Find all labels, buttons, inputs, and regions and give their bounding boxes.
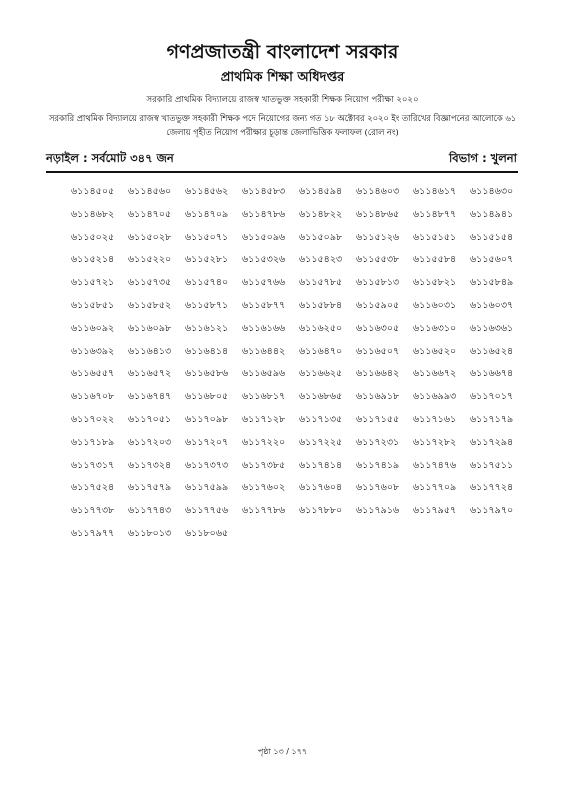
- roll-number: ৬১১৭২২০: [242, 436, 286, 448]
- roll-number: ৬১১৭০৯৮: [185, 413, 229, 425]
- roll-number: ৬১১৫৮২১: [413, 277, 457, 289]
- roll-number: ৬১১৫৪২৩: [299, 254, 343, 266]
- exam-title: সরকারি প্রাথমিক বিদ্যালয়ে রাজস্ব খাতভুক্ত সহকারী শিক্ষক নিয়োগ পরীক্ষা ২০২০: [146, 95, 419, 105]
- roll-number: ৬১১৭৬০২: [242, 482, 286, 494]
- roll-number: ৬১১৬৭০৮: [71, 391, 115, 403]
- roll-number: ৬১১৪৬১৭: [413, 186, 457, 197]
- roll-number: ৬১১৫৮১৩: [356, 277, 400, 289]
- roll-number: ৬১১৪৫৬২: [185, 186, 229, 197]
- roll-number: ৬১১৫৯০৫: [356, 299, 400, 311]
- roll-number: ৬১১৫৭৮৫: [299, 277, 343, 289]
- roll-number: ৬১১৬৫৯৬: [242, 368, 286, 380]
- roll-number: ৬১১৭২০৩: [128, 436, 172, 448]
- roll-number: ৬১১৫৭৩৫: [128, 277, 172, 289]
- roll-number: ৬১১৫৮৮৪: [299, 299, 343, 311]
- roll-number: ৬১১৭৯৭৭: [71, 527, 115, 539]
- roll-number: ৬১১৭৩৭৩: [185, 459, 229, 471]
- roll-number: ৬১১৫৩২৬: [242, 254, 286, 266]
- roll-number: ৬১১৭৩২৪: [128, 459, 172, 471]
- roll-number: ৬১১৪৬৮২: [71, 208, 115, 220]
- roll-number: ৬১১৭২২৫: [299, 436, 343, 448]
- roll-number: ৬১১৭৫১১: [470, 459, 514, 471]
- roll-number: ৬১১৭১৬১: [413, 413, 457, 425]
- roll-number: ৬১১৬৮০৫: [185, 391, 229, 403]
- roll-number: ৬১১৭২৩১: [356, 436, 400, 448]
- roll-number: ৬১১৭১৫৫: [356, 413, 400, 425]
- roll-number: ৬১১৫৬০৭: [470, 254, 514, 266]
- roll-number: ৬১১৫২৮১: [185, 254, 229, 266]
- roll-number: ৬১১৭৩৮৫: [242, 459, 286, 471]
- roll-number: ৬১১৭৬০৪: [299, 482, 343, 494]
- roll-number: ৬১১৫৮৭৭: [242, 299, 286, 311]
- roll-number: ৬১১৫০২৫: [71, 231, 115, 243]
- roll-number: ৬১১৫৭২১: [71, 277, 115, 289]
- roll-number: ৬১১৭৯১৬: [356, 505, 400, 517]
- roll-number: ৬১১৪৫৮৩: [242, 186, 286, 197]
- roll-number: ৬১১৫৮৭১: [185, 299, 229, 311]
- roll-number: ৬১১৬৮৬৫: [299, 391, 343, 403]
- roll-number: ৬১১৭৭৮৬: [242, 505, 286, 517]
- roll-number: ৬১১৬৪৭০: [299, 345, 343, 357]
- roll-number: ৬১১৭৫২৪: [71, 482, 115, 494]
- roll-number: ৬১১৪৮৭৭: [413, 208, 457, 220]
- roll-number: ৬১১৫০৭১: [185, 231, 229, 243]
- roll-number: ৬১১৭৭৫৬: [185, 505, 229, 517]
- roll-number: ৬১১৬৬২৫: [299, 368, 343, 380]
- roll-number: ৬১১৭৭০৯: [413, 482, 457, 494]
- roll-number: ৬১১৭৮৮০: [299, 505, 343, 517]
- roll-number: ৬১১৬৬৭২: [413, 368, 457, 380]
- roll-number: ৬১১৭৪১৯: [356, 459, 400, 471]
- roll-number: ৬১১৭৭২৪: [470, 482, 514, 494]
- roll-number: ৬১১৬৫৮৬: [185, 368, 229, 380]
- roll-number: ৬১১৪৫৬০: [128, 186, 172, 197]
- roll-number: ৬১১৬১২১: [185, 322, 229, 334]
- roll-number: ৬১১৭৭৩৮: [71, 505, 115, 517]
- roll-number: ৬১১৭৪৭৬: [413, 459, 457, 471]
- roll-number: ৬১১৭৪১৪: [299, 459, 343, 471]
- roll-number: ৬১১৭৯৭০: [470, 505, 514, 517]
- roll-number: ৬১১৬৫০৭: [356, 345, 400, 357]
- roll-number: ৬১১৬০৯৮: [128, 322, 172, 334]
- roll-number: ৬১১৮০৬৫: [185, 527, 229, 539]
- roll-number: ৬১১৪৭০৯: [185, 208, 229, 220]
- roll-number: ৬১১৬৩১০: [413, 322, 457, 334]
- roll-number: ৬১১৭০১৭: [470, 391, 514, 403]
- department-title: প্রাথমিক শিক্ষা অধিদপ্তর: [220, 70, 345, 85]
- roll-number: ৬১১৭২৮২: [413, 436, 457, 448]
- roll-number: ৬১১৭০৫১: [128, 413, 172, 425]
- roll-number: ৬১১৭৬০৮: [356, 482, 400, 494]
- roll-number: ৬১১৬৮১৭: [242, 391, 286, 403]
- roll-number: ৬১১৫৮৪৯: [470, 277, 514, 289]
- roll-number: ৬১১৭৫৭৯: [128, 482, 172, 494]
- roll-number: ৬১১৭১৮৯: [71, 436, 115, 448]
- roll-number: ৬১১৬৪১৩: [128, 345, 172, 357]
- roll-number: ৬১১৬১৬৬: [242, 322, 286, 334]
- roll-number: ৬১১৬৩৬১: [470, 322, 514, 334]
- roll-number: ৬১১৫২১৪: [71, 254, 115, 266]
- roll-number: ৬১১৫০৯৮: [299, 231, 343, 243]
- roll-number: ৬১১৫৫৩৮: [356, 254, 400, 266]
- roll-number: ৬১১৬৬৪২: [356, 368, 400, 380]
- roll-number: ৬১১৭৯৫৭: [413, 505, 457, 517]
- roll-number: ৬১১৫১৫১: [413, 231, 457, 243]
- roll-number: ৬১১৬৫২৪: [470, 345, 514, 357]
- roll-number: ৬১১৬০৯২: [71, 322, 115, 334]
- roll-number: ৬১১৭৩১৭: [71, 459, 115, 471]
- roll-number: ৬১১৬৬৭৪: [470, 368, 514, 380]
- roll-number: ৬১১৫৮৫২: [128, 299, 172, 311]
- government-title: গণপ্রজাতন্ত্রী বাংলাদেশ সরকার: [166, 41, 399, 63]
- roll-number: ৬১১৫৭৬৬: [242, 277, 286, 289]
- roll-number: ৬১১৫০২৮: [128, 231, 172, 243]
- roll-number: ৬১১৫২২০: [128, 254, 172, 266]
- roll-number: ৬১১৪৬৩০: [470, 186, 514, 197]
- roll-number: ৬১১৪৭০৫: [128, 208, 172, 220]
- roll-number: ৬১১৪৭৮৬: [242, 208, 286, 220]
- division-label: বিভাগ : খুলনা: [448, 151, 517, 165]
- roll-number: ৬১১৬৭৪৭: [128, 391, 172, 403]
- roll-number: ৬১১৫১৫৪: [470, 231, 514, 243]
- roll-number: ৬১১৬৪১৪: [185, 345, 229, 357]
- roll-number: ৬১১৬৩৯২: [71, 345, 115, 357]
- roll-number: ৬১১৪৮২২: [299, 208, 343, 220]
- roll-number: ৬১১৪৫০৫: [71, 186, 115, 197]
- roll-number: ৬১১৫৮৫১: [71, 299, 115, 311]
- roll-number: ৬১১৮০১৩: [128, 527, 172, 539]
- roll-number: ৬১১৫০৯৬: [242, 231, 286, 243]
- roll-number-grid: [71, 185, 531, 550]
- roll-number: ৬১১৫৫৮৪: [413, 254, 457, 266]
- roll-number: ৬১১৬৪৪২: [242, 345, 286, 357]
- roll-number: ৬১১৭৫৯৯: [185, 482, 229, 494]
- roll-number: ৬১১৭১২৮: [242, 413, 286, 425]
- roll-number: ৬১১৫৭৪০: [185, 277, 229, 289]
- page-number: পৃষ্ঠা ১৩ / ১৭৭: [257, 747, 308, 756]
- roll-number: ৬১১৪৯৪১: [470, 208, 514, 220]
- notice-text: সরকারি প্রাথমিক বিদ্যালয়ে রাজস্ব খাতভুক্ত সহকারী শিক্ষক পদে নিয়োগের জন্য গত ১৮ অক্টোবর ২০২০ ইং তারিখের বিজ্ঞাপনের আলোকে ৬১ জেলায় গৃহীত নিয়োগ পরীক্ষার চূড়ান্ত জেলাভিত্তিক ফলাফল (রোল নং): [48, 113, 517, 137]
- roll-number: ৬১১৬৯১৮: [356, 391, 400, 403]
- roll-number: ৬১১৭১৩৫: [299, 413, 343, 425]
- roll-number: ৬১১৭২০৭: [185, 436, 229, 448]
- roll-number: ৬১১৬৫৫৭: [71, 368, 115, 380]
- roll-number: ৬১১৬০৩১: [413, 299, 457, 311]
- roll-number: ৬১১৭৭৪৩: [128, 505, 172, 517]
- roll-number: ৬১১৪৮৬৫: [356, 208, 400, 220]
- roll-number: ৬১১৬৫২০: [413, 345, 457, 357]
- roll-number: ৬১১৭১৭৯: [470, 413, 514, 425]
- roll-number: ৬১১৪৫৯৪: [299, 186, 343, 197]
- roll-number: ৬১১৫১২৬: [356, 231, 400, 243]
- roll-number: ৬১১৭২৯৪: [470, 436, 514, 448]
- district-summary: নড়াইল : সর্বমোট ৩৪৭ জন: [46, 151, 174, 165]
- roll-number: ৬১১৬২৫০: [299, 322, 343, 334]
- roll-number: ৬১১৬০৩৭: [470, 299, 514, 311]
- roll-number: ৬১১৬৫৭২: [128, 368, 172, 380]
- roll-number: ৬১১৭০২২: [71, 413, 115, 425]
- roll-number: ৬১১৪৬০৩: [356, 186, 400, 197]
- header-divider: [46, 171, 518, 173]
- roll-number: ৬১১৬৯৯৩: [413, 391, 457, 403]
- roll-number: ৬১১৬৩০৫: [356, 322, 400, 334]
